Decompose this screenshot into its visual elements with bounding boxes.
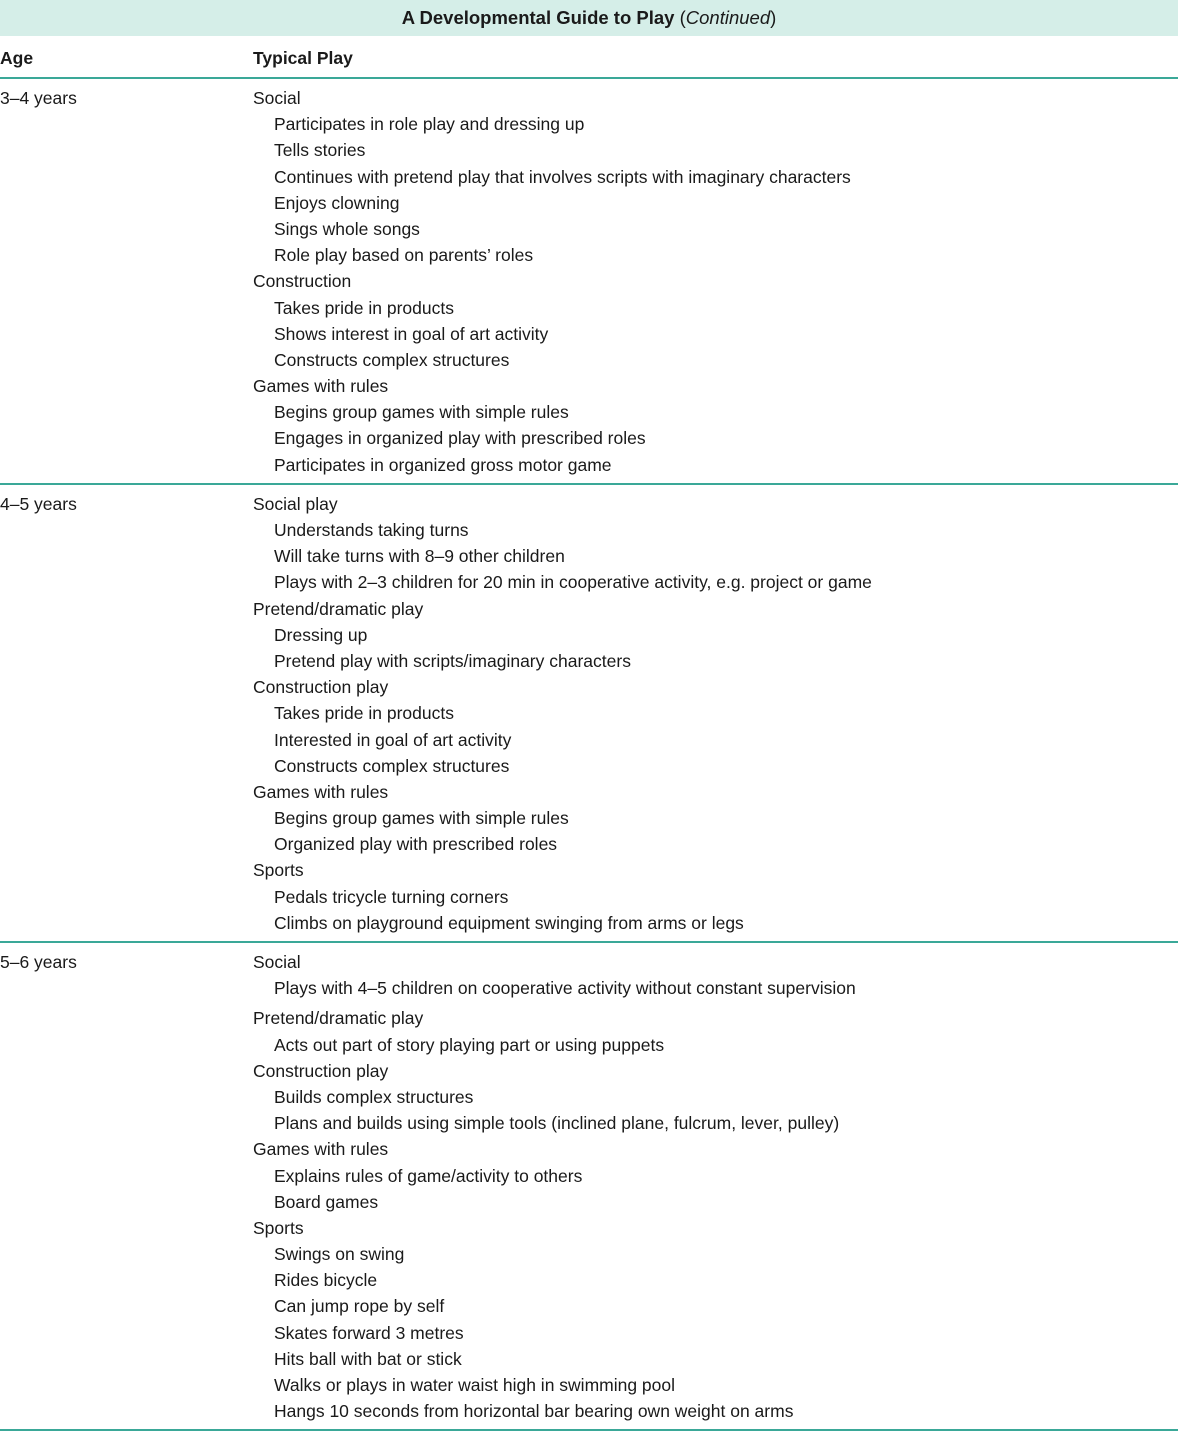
play-item: Climbs on playground equipment swinging from arms or legs [274,912,744,933]
play-item: Participates in organized gross motor game [274,454,612,475]
play-category: Pretend/dramatic play [253,598,424,619]
play-item: Sings whole songs [274,218,420,239]
play-category: Sports [253,1217,304,1238]
play-category: Social [253,88,301,108]
play-item: Constructs complex structures [274,349,510,370]
header-age: Age [0,48,34,68]
play-category: Games with rules [253,1139,389,1160]
play-item: Takes pride in products [274,297,454,318]
age-cell: 5–6 years [0,952,77,972]
play-item: Will take turns with 8–9 other children [274,546,565,567]
play-category: Construction [253,271,352,292]
play-item: Hits ball with bat or stick [274,1348,462,1369]
table-row [0,79,1178,485]
play-item: Pedals tricycle turning corners [274,886,509,907]
typical-play-cell [253,85,1178,478]
play-item: Role play based on parents’ roles [274,245,534,266]
play-category: Pretend/dramatic play [253,1008,424,1029]
play-item: Explains rules of game/activity to others [274,1165,583,1186]
play-item: Begins group games with simple rules [274,808,569,829]
table-title: A Developmental Guide to Play (Continued) [0,0,1178,36]
table-title-suffix: Continued [685,7,771,28]
table-body [0,79,1178,1431]
play-item: Constructs complex structures [274,755,510,776]
typical-play-cell [253,949,1178,1424]
header-typical-play: Typical Play [253,48,353,68]
play-item: Pretend play with scripts/imaginary characters [274,650,631,671]
play-item: Can jump rope by self [274,1296,445,1317]
play-item: Builds complex structures [274,1086,474,1107]
play-item: Plays with 4–5 children on cooperative activity without constant supervision [274,978,856,999]
table-header [0,36,1178,79]
play-item: Rides bicycle [274,1270,378,1291]
play-item: Dressing up [274,624,368,645]
play-category: Social play [253,493,338,514]
play-item: Acts out part of story playing part or using puppets [274,1034,665,1055]
play-category: Construction play [253,677,389,698]
play-item: Tells stories [274,140,366,161]
play-item: Board games [274,1191,379,1212]
table-title-main: A Developmental Guide to Play [401,7,675,28]
play-item: Participates in role play and dressing up [274,114,585,135]
age-cell: 3–4 years [0,88,77,108]
play-category: Social [253,952,301,972]
play-item: Interested in goal of art activity [274,729,512,750]
play-item: Organized play with prescribed roles [274,834,558,855]
play-category: Construction play [253,1060,389,1081]
play-item: Shows interest in goal of art activity [274,323,549,344]
table-row [0,943,1178,1431]
play-item: Enjoys clowning [274,192,400,213]
typical-play-cell [253,491,1178,936]
play-item: Understands taking turns [274,520,469,540]
play-item: Continues with pretend play that involves scripts with imaginary characters [274,166,851,187]
play-item: Swings on swing [274,1244,405,1265]
play-item: Plans and builds using simple tools (inclined plane, fulcrum, lever, pulley) [274,1113,840,1134]
play-item: Hangs 10 seconds from horizontal bar bearing own weight on arms [274,1401,794,1422]
play-category: Games with rules [253,781,389,802]
play-item: Skates forward 3 metres [274,1322,464,1343]
play-item: Plays with 2–3 children for 20 min in cooperative activity, e.g. project or game [274,572,872,593]
table-row [0,485,1178,943]
play-category: Games with rules [253,376,389,397]
play-item: Engages in organized play with prescribed roles [274,428,646,449]
age-cell: 4–5 years [0,493,77,514]
play-category: Sports [253,860,304,881]
play-item: Walks or plays in water waist high in swimming pool [274,1375,676,1395]
play-item: Begins group games with simple rules [274,402,569,423]
play-item: Takes pride in products [274,703,454,724]
